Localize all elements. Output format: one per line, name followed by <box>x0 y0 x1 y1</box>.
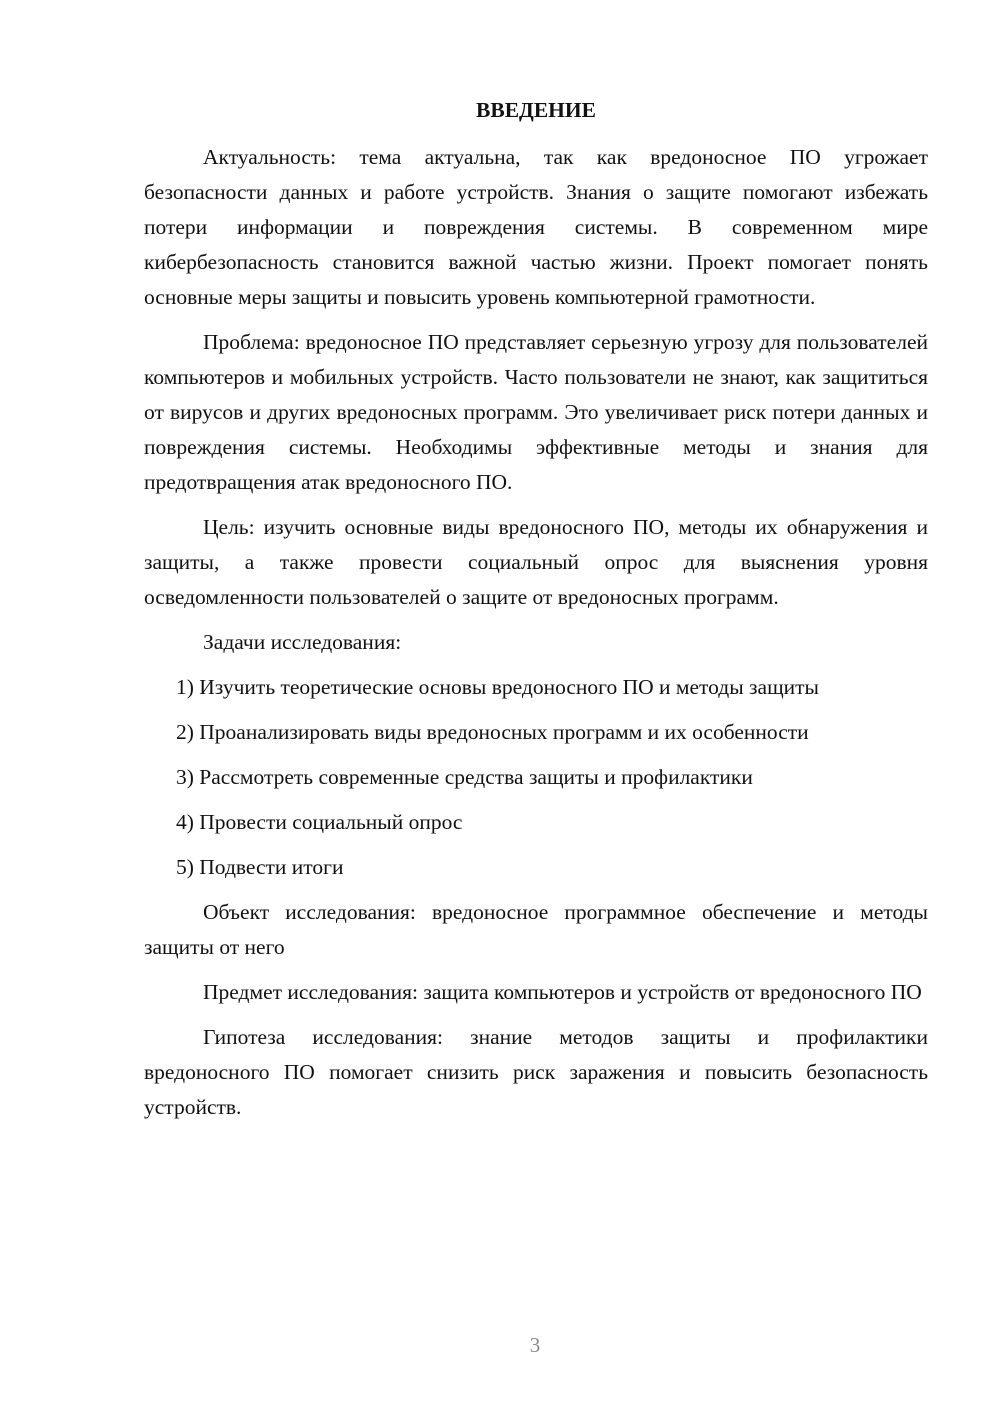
tasks-heading: Задачи исследования: <box>203 630 402 654</box>
problem-paragraph: Проблема: вредоносное ПО представляет серьезную угрозу для пользователей компьютеров и мобильных устройств. Часто пользователи не знают, как защититься от вирусов и других вредоносных программ. Это увеличивает риск потери данных и повреждения системы. Необходимы эффективные методы и знания для предотвращения атак вредоносного ПО. <box>144 330 928 494</box>
tasks-list <box>144 670 928 885</box>
relevance-paragraph: Актуальность: тема актуальна, так как вредоносное ПО угрожает безопасности данных и работе устройств. Знания о защите помогают избежать потери информации и повреждения системы. В современном мире кибербезопасность становится важной частью жизни. Проект помогает понять основные меры защиты и повысить уровень компьютерной грамотности. <box>144 145 928 309</box>
goal-paragraph: Цель: изучить основные виды вредоносного ПО, методы их обнаружения и защиты, а также провести социальный опрос для выяснения уровня осведомленности пользователей о защите от вредоносных программ. <box>144 515 928 609</box>
task-item: 4) Провести социальный опрос <box>176 810 463 834</box>
task-item: 3) Рассмотреть современные средства защиты и профилактики <box>176 765 753 789</box>
document-title: ВВЕДЕНИЕ <box>476 98 596 122</box>
subject-paragraph: Предмет исследования: защита компьютеров и устройств от вредоносного ПО <box>203 980 922 1004</box>
hypothesis-paragraph: Гипотеза исследования: знание методов защиты и профилактики вредоносного ПО помогает снизить риск заражения и повысить безопасность устройств. <box>144 1025 928 1119</box>
page-content <box>144 90 928 1135</box>
page-number: 3 <box>529 1333 541 1357</box>
object-paragraph: Объект исследования: вредоносное программное обеспечение и методы защиты от него <box>144 900 928 959</box>
task-item: 5) Подвести итоги <box>176 855 344 879</box>
task-item: 2) Проанализировать виды вредоносных программ и их особенности <box>176 720 809 744</box>
task-item: 1) Изучить теоретические основы вредоносного ПО и методы защиты <box>176 675 819 699</box>
